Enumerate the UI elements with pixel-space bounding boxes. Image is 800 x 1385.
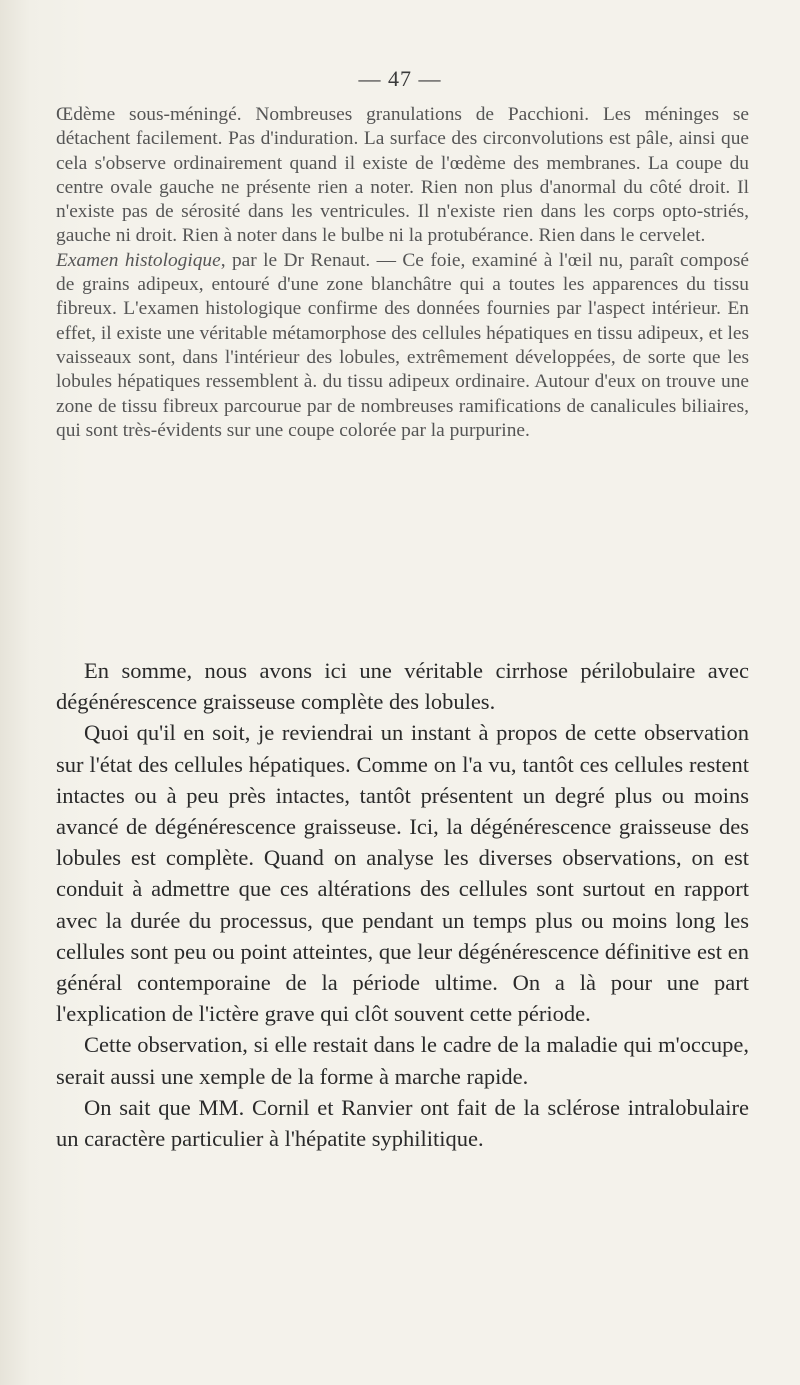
autopsy-notes-block [56, 103, 749, 443]
paragraph-histology [56, 249, 749, 443]
paragraph-meninges: Œdème sous-méningé. Nombreuses granulations de Pacchioni. Les méninges se détachent facilement. Pas d'induration. La surface des circonvolutions est pâle, ainsi que cela s'observe ordinairement quand il existe de l'œdème des membranes. La coupe du centre ovale gauche ne présente rien a noter. Rien non plus d'anormal du côté droit. Il n'existe pas de sérosité dans les ventricules. Il n'existe rien dans les corps opto-striés, gauche ni droit. Rien à noter dans le bulbe ni la protubérance. Rien dans le cervelet. [56, 104, 749, 247]
commentary-block [56, 655, 749, 1154]
page-number: — 47 — [358, 66, 442, 91]
histology-heading: Examen histologique [56, 249, 221, 271]
paragraph-observation: Cette observation, si elle restait dans le cadre de la maladie qui m'occupe, serait aussi une xemple de la forme à marche rapide. [56, 1032, 749, 1089]
histology-text: , par le Dr Renaut. — Ce foie, examiné à l'œil nu, paraît composé de grains adipeux, entouré d'une zone blanchâtre qui a toutes les apparences du tissu fibreux. L'examen histologique confirme des données fournies par l'aspect intérieur. En effet, il existe une véritable métamorphose des cellules hépatiques en tissu adipeux, et les vaisseaux sont, dans l'intérieur des lobules, extrêmement développées, de sorte que les lobules hépatiques ressemblent à. du tissu adipeux ordinaire. Autour d'eux on trouve une zone de tissu fibreux parcourue par de nombreuses ramifications de canalicules biliaires, qui sont très-évidents sur une coupe colorée par la purpurine. [56, 249, 749, 441]
paragraph-hepatic-cells: Quoi qu'il en soit, je reviendrai un instant à propos de cette observation sur l'état des cellules hépatiques. Comme on l'a vu, tantôt ces cellules restent intactes ou à peu près intactes, tantôt présentent un degré plus ou moins avancé de dégénérescence graisseuse. Ici, la dégénérescence graisseuse des lobules est complète. Quand on analyse les diverses observations, on est conduit à admettre que ces altérations des cellules sont surtout en rapport avec la durée du processus, que pendant un temps plus ou moins long les cellules sont peu ou point atteintes, que leur dégénérescence définitive est en général contemporaine de la période ultime. On a là pour une part l'explication de l'ictère grave qui clôt souvent cette période. [56, 720, 749, 1027]
paragraph-cornil-ranvier: On sait que MM. Cornil et Ranvier ont fait de la sclérose intralobulaire un caractère particulier à l'hépatite syphilitique. [56, 1094, 749, 1152]
paragraph-summary: En somme, nous avons ici une véritable cirrhose périlobulaire avec dégénérescence graisseuse complète des lobules. [56, 658, 749, 715]
